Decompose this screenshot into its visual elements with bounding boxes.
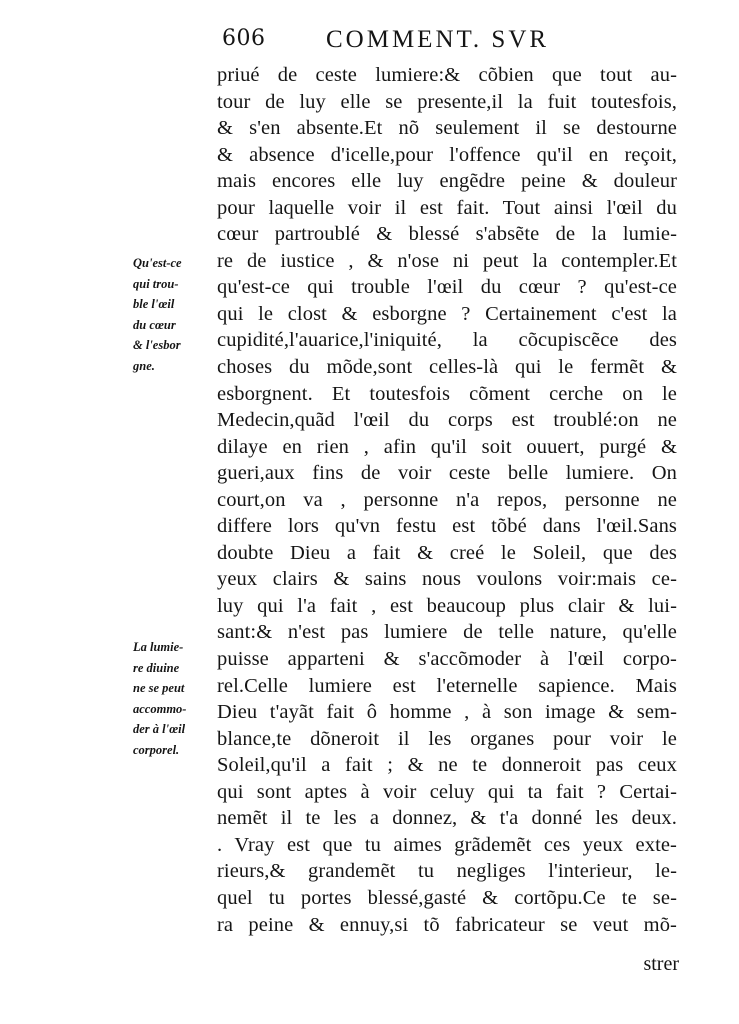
margin-note-line: Qu'est-ce xyxy=(133,256,182,270)
text-line: gueri,aux fins de voir ceste belle lumiere. On xyxy=(217,462,677,485)
text-line: puisse apparteni & s'accõmoder à l'œil corpo- xyxy=(217,648,677,671)
margin-note-line: re diuine xyxy=(133,660,180,675)
margin-note-line: qui trou- xyxy=(133,276,179,291)
text-line: & absence d'icelle,pour l'offence qu'il en reçoit, xyxy=(217,143,677,166)
text-line: & s'en absente.Et nõ seulement il se destourne xyxy=(217,117,677,140)
text-line: . Vray est que tu aimes grãdemẽt ces yeux exte- xyxy=(217,833,677,856)
text-line: choses du mõde,sont celles-là qui le fermẽt & xyxy=(217,356,677,379)
text-line: priué de ceste lumiere:& cõbien que tout au- xyxy=(217,64,677,86)
text-line: quel tu portes blessé,gasté & cortõpu.Ce te se- xyxy=(217,886,677,909)
text-line: yeux clairs & sains nous voulons voir:mais ce- xyxy=(217,568,677,591)
margin-note-line: & l'esbor xyxy=(133,338,181,352)
margin-note-line: gne. xyxy=(133,358,155,373)
page-number: 606 xyxy=(222,26,266,51)
margin-note-line: corporel. xyxy=(133,742,180,757)
text-line: esborgnent. Et toutesfois cõment cerche on le xyxy=(217,382,677,405)
text-line: qu'est-ce qui trouble l'œil du cœur ? qu'est-ce xyxy=(217,276,677,299)
text-line: rel.Celle lumiere est l'eternelle sapience. Mais xyxy=(217,674,677,697)
text-line: cœur partroublé & blessé s'absẽte de la lumie- xyxy=(217,223,677,246)
text-line: court,on va , personne n'a repos, personne ne xyxy=(217,488,677,511)
margin-note-line: ne se peut xyxy=(133,681,185,695)
margin-note xyxy=(133,637,215,760)
text-line: pour laquelle voir il est fait. Tout ainsi l'œil du xyxy=(217,196,677,219)
text-line: rieurs,& grandemẽt tu negliges l'interieur, le- xyxy=(217,860,677,883)
text-line: dilaye en rien , afin qu'il soit ouuert, purgé & xyxy=(217,435,677,458)
margin-note-line: La lumie- xyxy=(133,640,184,654)
text-line: qui le clost & esborgne ? Certainement c'est la xyxy=(217,302,677,325)
margin-note-line: du cœur xyxy=(133,317,176,332)
text-line: differe lors qu'vn festu est tõbé dans l'œil.Sans xyxy=(217,515,677,538)
margin-note xyxy=(133,253,215,376)
text-line: tour de luy elle se presente,il la fuit toutesfois, xyxy=(217,90,677,113)
text-line: nemẽt il te les a donnez, & t'a donné les deux. xyxy=(217,807,677,830)
text-line: cupidité,l'auarice,l'iniquité, la cõcupiscẽce des xyxy=(217,329,677,352)
text-line: doubte Dieu a fait & creé le Soleil, que des xyxy=(217,541,677,564)
text-line: mais encores elle luy engẽdre peine & douleur xyxy=(217,170,677,193)
text-line: re de iustice , & n'ose ni peut la contempler.Et xyxy=(217,249,677,272)
margin-note-line: ble l'œil xyxy=(133,297,175,311)
text-line: Soleil,qu'il a fait ; & ne te donneroit pas ceux xyxy=(217,754,677,777)
text-line: Medecin,quãd l'œil du corps est troublé:on ne xyxy=(217,409,677,432)
text-line: ra peine & ennuy,si tõ fabricateur se veut mõ- xyxy=(217,913,677,936)
text-line: luy qui l'a fait , est beaucoup plus clair & lui- xyxy=(217,594,677,617)
catchword: strer xyxy=(643,953,679,975)
running-head: COMMENT. SVR xyxy=(326,26,550,53)
text-line: Dieu t'ayãt fait ô homme , à son image & sem- xyxy=(217,701,677,724)
text-line: sant:& n'est pas lumiere de telle nature, qu'elle xyxy=(217,621,677,644)
text-line: blance,te dõneroit il les organes pour voir le xyxy=(217,727,677,750)
margin-note-line: accommo- xyxy=(133,701,187,716)
margin-note-line: der à l'œil xyxy=(133,722,186,736)
text-line: qui sont aptes à voir celuy qui ta fait ? Certai- xyxy=(217,780,677,803)
body-text xyxy=(217,62,677,938)
